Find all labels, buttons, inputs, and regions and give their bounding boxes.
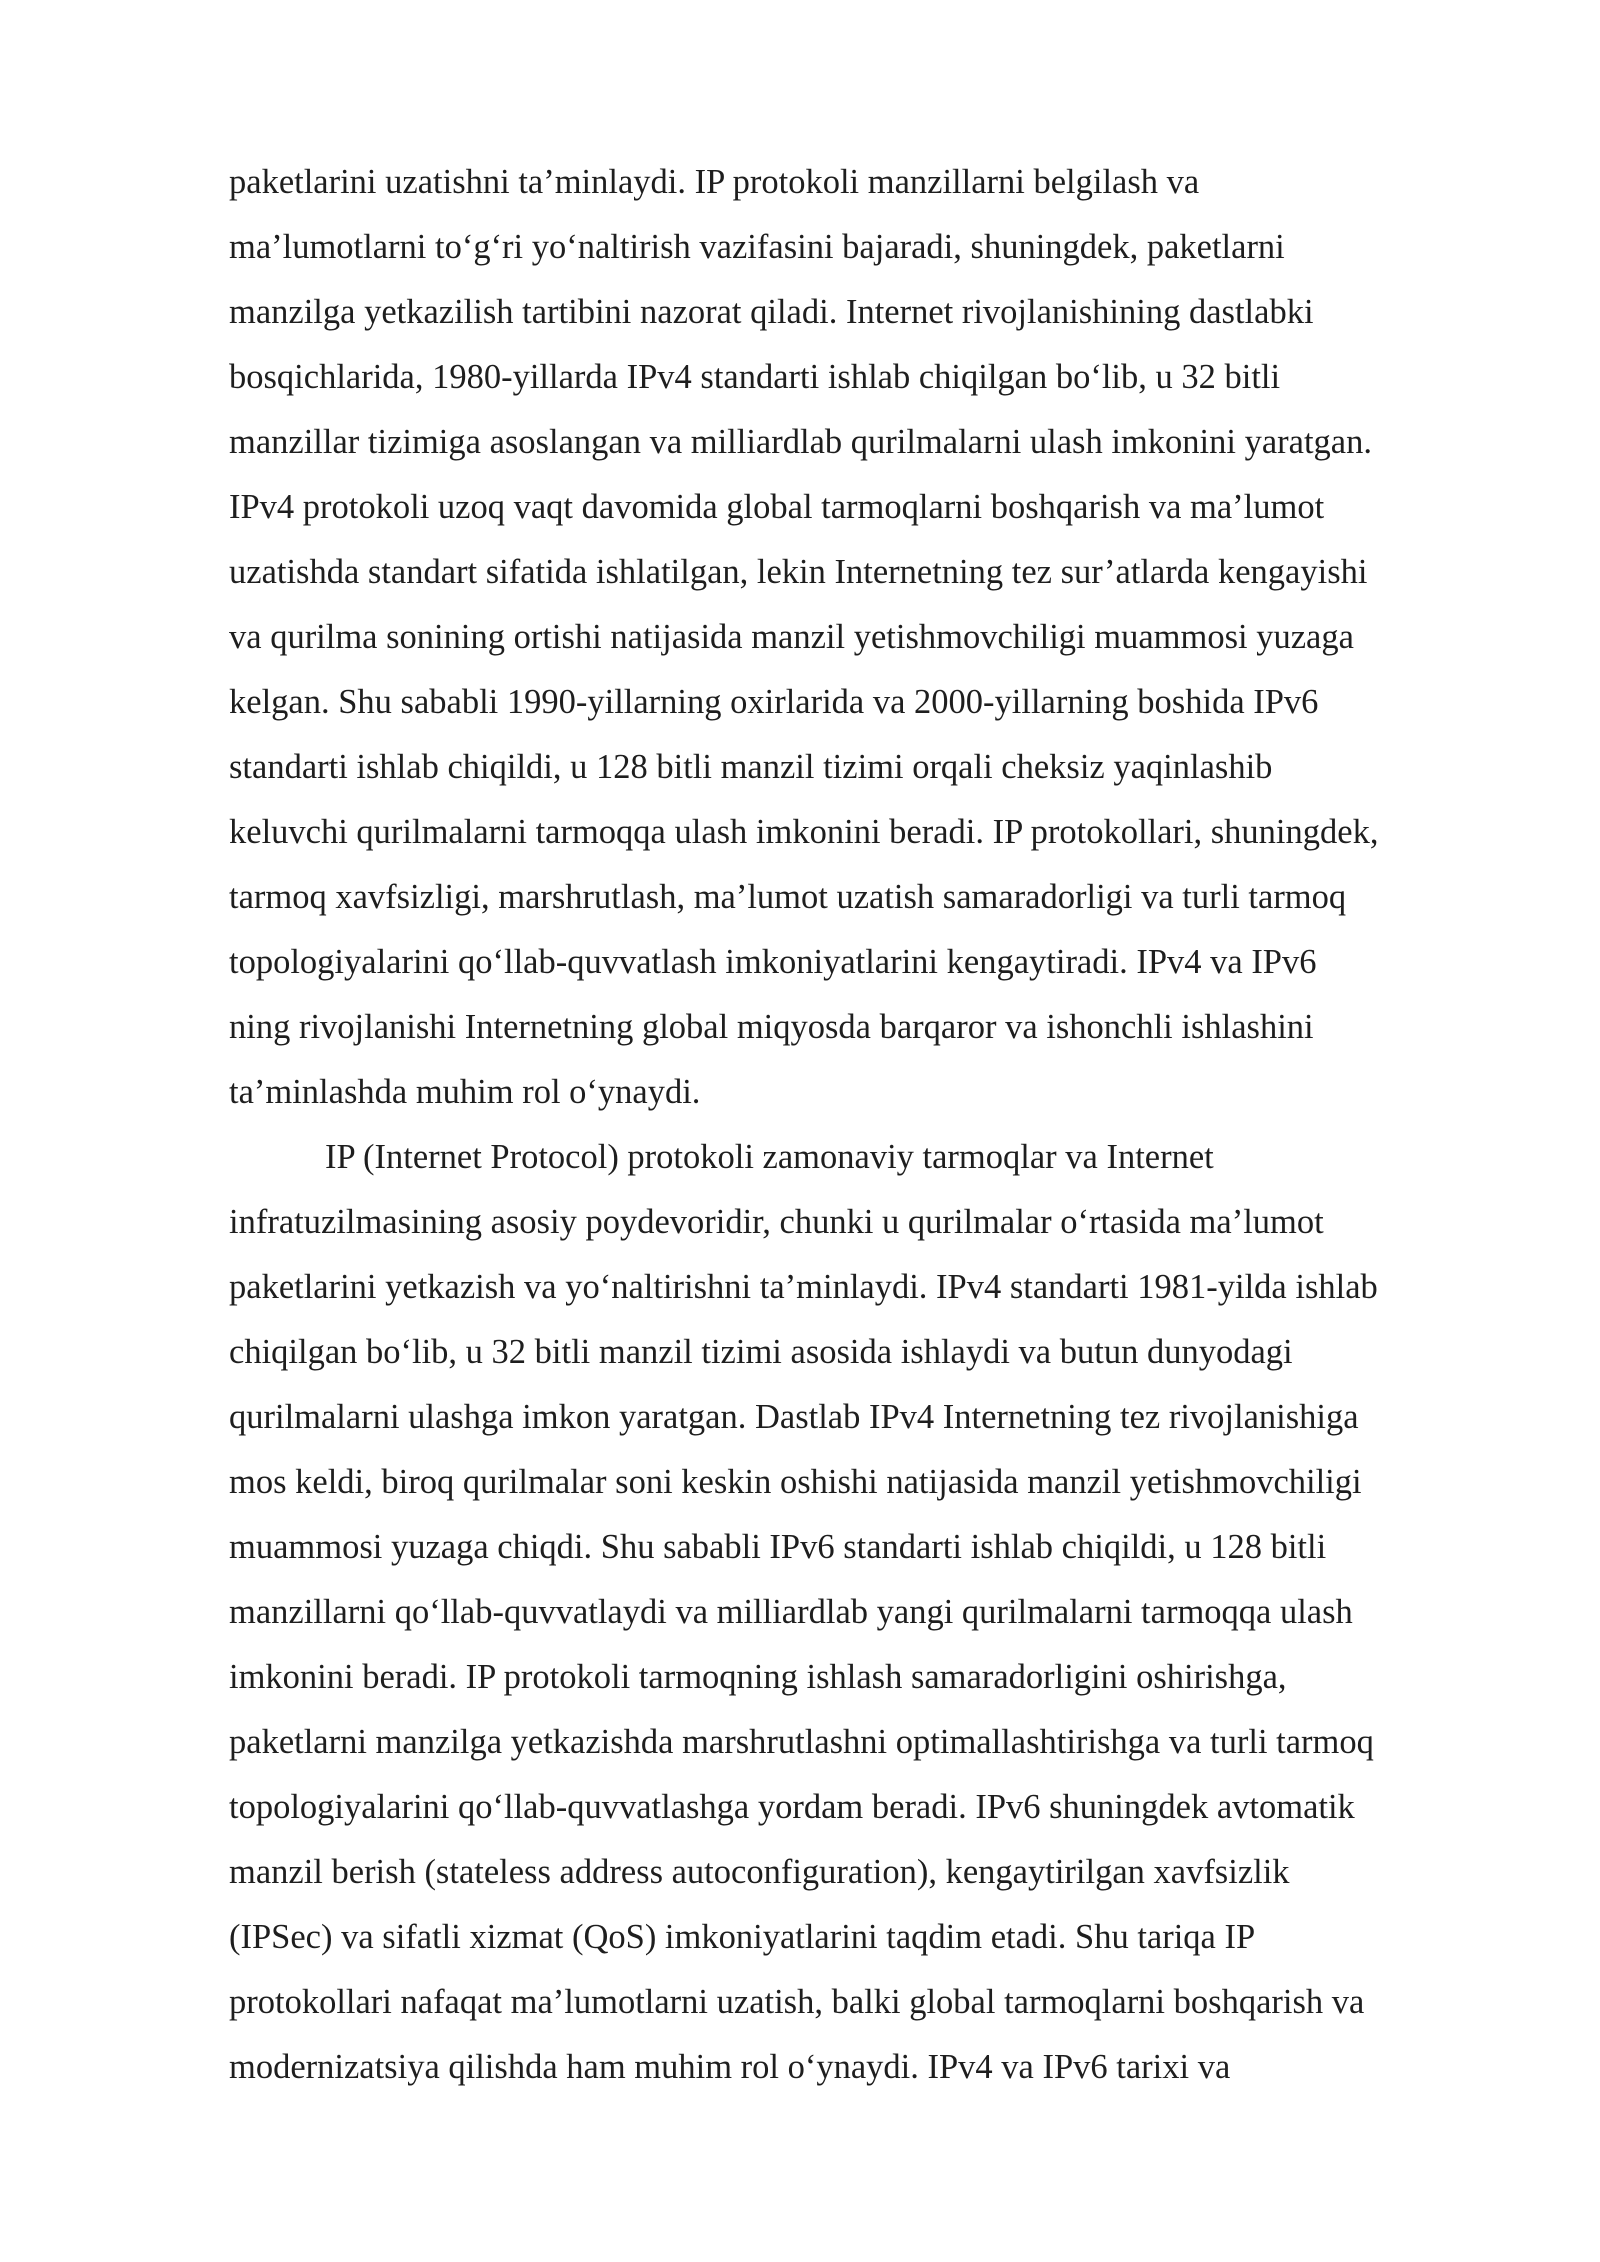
text-line: topologiyalarini qo‘llab-quvvatlash imkoniyatlarini kengaytiradi. IPv4 va IPv6 (229, 943, 1317, 981)
text-line: va qurilma sonining ortishi natijasida manzil yetishmovchiligi muammosi yuzaga (229, 618, 1354, 656)
paragraph-1 (229, 150, 1519, 1125)
text-line: keluvchi qurilmalarni tarmoqqa ulash imkonini beradi. IP protokollari, shuningdek, (229, 813, 1379, 851)
text-line: chiqilgan bo‘lib, u 32 bitli manzil tizimi asosida ishlaydi va butun dunyodagi (229, 1333, 1293, 1371)
text-line-indented: IP (Internet Protocol) protokoli zamonaviy tarmoqlar va Internet (325, 1138, 1214, 1176)
text-line: manzillar tizimiga asoslangan va milliardlab qurilmalarni ulash imkonini yaratgan. (229, 423, 1372, 461)
text-line: kelgan. Shu sababli 1990-yillarning oxirlarida va 2000-yillarning boshida IPv6 (229, 683, 1319, 721)
text-line: ning rivojlanishi Internetning global miqyosda barqaror va ishonchli ishlashini (229, 1008, 1314, 1046)
text-line: uzatishda standart sifatida ishlatilgan, lekin Internetning tez sur’atlarda kengayishi (229, 553, 1368, 591)
text-line: imkonini beradi. IP protokoli tarmoqning ishlash samaradorligini oshirishga, (229, 1658, 1287, 1696)
body-text (229, 150, 1519, 2100)
text-line: topologiyalarini qo‘llab-quvvatlashga yordam beradi. IPv6 shuningdek avtomatik (229, 1788, 1355, 1826)
text-line: tarmoq xavfsizligi, marshrutlash, ma’lumot uzatish samaradorligi va turli tarmoq (229, 878, 1347, 916)
text-line: manzil berish (stateless address autoconfiguration), kengaytirilgan xavfsizlik (229, 1853, 1290, 1891)
text-line: manzillarni qo‘llab-quvvatlaydi va milliardlab yangi qurilmalarni tarmoqqa ulash (229, 1593, 1353, 1631)
text-line: modernizatsiya qilishda ham muhim rol o‘ynaydi. IPv4 va IPv6 tarixi va (229, 2048, 1231, 2086)
text-line: bosqichlarida, 1980-yillarda IPv4 standarti ishlab chiqilgan bo‘lib, u 32 bitli (229, 358, 1281, 396)
text-line: IPv4 protokoli uzoq vaqt davomida global tarmoqlarni boshqarish va ma’lumot (229, 488, 1325, 526)
text-line: ma’lumotlarni to‘g‘ri yo‘naltirish vazifasini bajaradi, shuningdek, paketlarni (229, 228, 1285, 266)
text-line: paketlarni manzilga yetkazishda marshrutlashni optimallashtirishga va turli tarmoq (229, 1723, 1374, 1761)
text-line: muammosi yuzaga chiqdi. Shu sababli IPv6 standarti ishlab chiqildi, u 128 bitli (229, 1528, 1327, 1566)
text-line: manzilga yetkazilish tartibini nazorat qiladi. Internet rivojlanishining dastlabki (229, 293, 1314, 331)
text-line: protokollari nafaqat ma’lumotlarni uzatish, balki global tarmoqlarni boshqarish va (229, 1983, 1365, 2021)
text-line: (IPSec) va sifatli xizmat (QoS) imkoniyatlarini taqdim etadi. Shu tariqa IP (229, 1918, 1256, 1956)
text-line: paketlarini uzatishni ta’minlaydi. IP protokoli manzillarni belgilash va (229, 163, 1200, 201)
text-line: paketlarini yetkazish va yo‘naltirishni ta’minlaydi. IPv4 standarti 1981-yilda ishlab (229, 1268, 1378, 1306)
text-line: mos keldi, biroq qurilmalar soni keskin oshishi natijasida manzil yetishmovchiligi (229, 1463, 1362, 1501)
paragraph-2 (229, 1125, 1519, 2100)
text-line: infratuzilmasining asosiy poydevoridir, chunki u qurilmalar o‘rtasida ma’lumot (229, 1203, 1324, 1241)
text-line: ta’minlashda muhim rol o‘ynaydi. (229, 1073, 701, 1111)
text-line: standarti ishlab chiqildi, u 128 bitli manzil tizimi orqali cheksiz yaqinlashib (229, 748, 1273, 786)
text-line: qurilmalarni ulashga imkon yaratgan. Dastlab IPv4 Internetning tez rivojlanishiga (229, 1398, 1359, 1436)
